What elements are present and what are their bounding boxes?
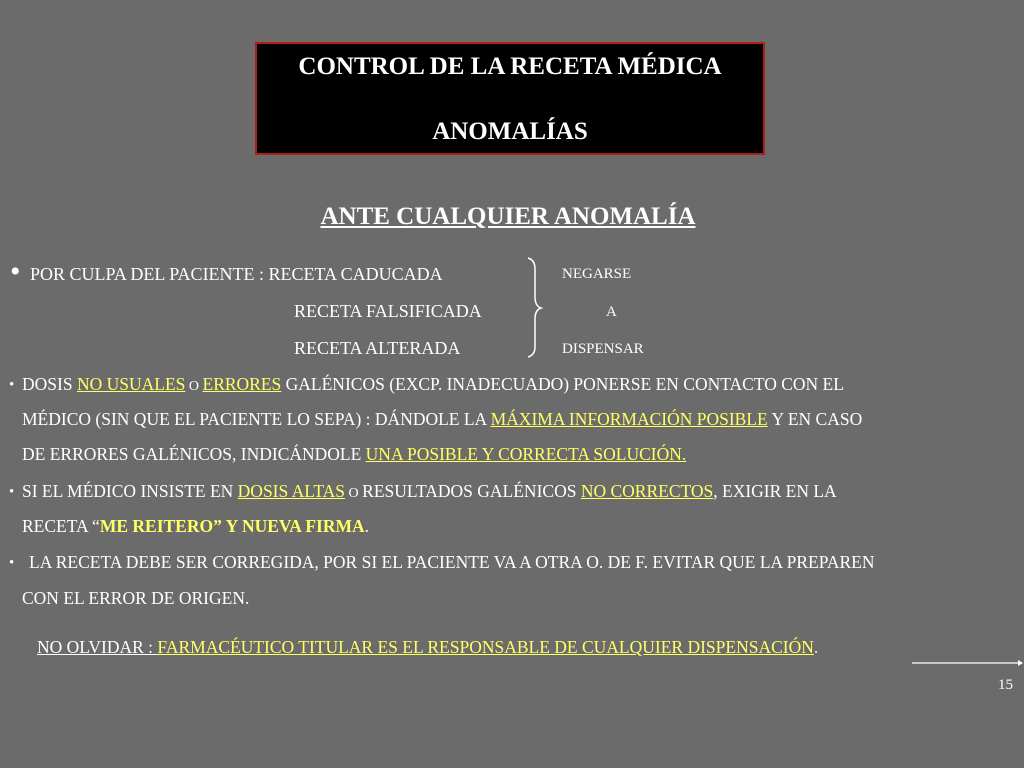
highlight-responsable: FARMACÉUTICO TITULAR ES EL RESPONSABLE DE CUALQUIER DISPENSACIÓN xyxy=(157,637,814,657)
no-olvidar-note xyxy=(37,637,818,658)
corregida-line-1: LA RECETA DEBE SER CORREGIDA, POR SI EL PACIENTE VA A OTRA O. DE F. EVITAR QUE LA PREPAREN xyxy=(29,552,875,572)
highlight-errores: ERRORES xyxy=(202,374,282,394)
insiste-line-1 xyxy=(22,481,837,502)
text-span: RESULTADOS GALÉNICOS xyxy=(362,481,581,501)
text-span: MÉDICO (SIN QUE EL PACIENTE LO SEPA) : DÁNDOLE LA xyxy=(22,409,491,429)
bullet-icon: • xyxy=(9,555,15,571)
anomaly-item-alterada: RECETA ALTERADA xyxy=(294,338,461,358)
text-span: O xyxy=(345,486,363,501)
title-line-2: ANOMALÍAS xyxy=(432,118,588,145)
dosis-line-3 xyxy=(22,444,686,465)
highlight-no-usuales: NO USUALES xyxy=(76,374,186,394)
text-span: O xyxy=(185,379,203,394)
text-span: . xyxy=(813,637,819,657)
bullet-icon: • xyxy=(10,255,21,288)
dosis-line-2 xyxy=(22,409,862,430)
action-dispensar: DISPENSAR xyxy=(562,341,644,357)
highlight-maxima-informacion: MÁXIMA INFORMACIÓN POSIBLE xyxy=(490,409,768,429)
arrow-right-icon xyxy=(912,658,1022,668)
anomaly-lead: POR CULPA DEL PACIENTE : RECETA CADUCADA xyxy=(30,264,443,284)
text-span: : xyxy=(148,637,158,657)
bullet-icon: • xyxy=(9,377,15,393)
page-number: 15 xyxy=(998,677,1013,693)
action-negarse: NEGARSE xyxy=(562,266,632,282)
text-span: Y EN CASO xyxy=(767,409,863,429)
text-span: . xyxy=(681,444,687,464)
bullet-icon: • xyxy=(9,484,15,500)
text-span: , EXIGIR EN LA xyxy=(713,481,837,501)
text-span: DOSIS xyxy=(22,374,77,394)
text-span: . xyxy=(364,516,369,536)
dosis-line-1 xyxy=(22,374,844,395)
text-span: DE ERRORES GALÉNICOS, INDICÁNDOLE xyxy=(22,444,366,464)
action-a: A xyxy=(606,304,617,320)
section-heading: ANTE CUALQUIER ANOMALÍA xyxy=(320,203,696,230)
title-box xyxy=(255,42,765,155)
corregida-line-2: CON EL ERROR DE ORIGEN. xyxy=(22,588,250,608)
right-brace-icon xyxy=(525,257,545,357)
insiste-line-2 xyxy=(22,516,369,537)
text-span: SI EL MÉDICO INSISTE EN xyxy=(22,481,238,501)
title-line-1: CONTROL DE LA RECETA MÉDICA xyxy=(298,53,722,80)
highlight-dosis-altas: DOSIS ALTAS xyxy=(237,481,346,501)
text-span: RECETA “ xyxy=(22,516,100,536)
highlight-no-correctos: NO CORRECTOS xyxy=(580,481,714,501)
anomaly-item-falsificada: RECETA FALSIFICADA xyxy=(294,301,482,321)
text-span: GALÉNICOS (EXCP. INADECUADO) PONERSE EN CONTACTO CON EL xyxy=(281,374,844,394)
highlight-me-reitero: ME REITERO” Y NUEVA FIRMA xyxy=(99,516,365,536)
highlight-solucion: UNA POSIBLE Y CORRECTA SOLUCIÓN xyxy=(365,444,682,464)
no-olvidar-label: NO OLVIDAR xyxy=(37,637,149,657)
